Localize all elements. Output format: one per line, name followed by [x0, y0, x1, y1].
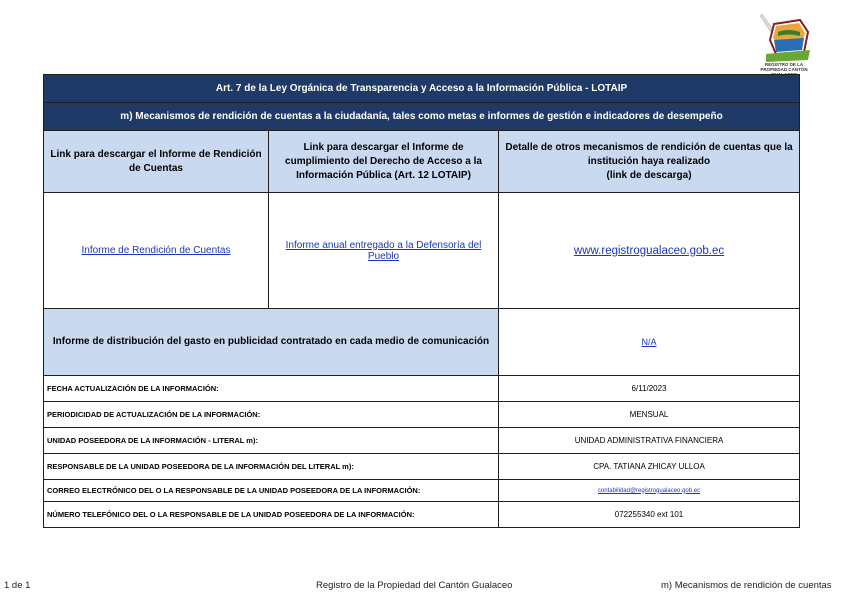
- header-otros-text: Detalle de otros mecanismos de rendición de cuentas que la institución haya realizado: [505, 141, 793, 167]
- meta-key-correo: CORREO ELECTRÓNICO DEL O LA RESPONSABLE DE LA UNIDAD POSEEDORA DE LA INFORMACIÓN:: [44, 480, 499, 502]
- meta-value-fecha: 6/11/2023: [499, 376, 800, 402]
- publicity-na-link[interactable]: N/A: [641, 336, 657, 347]
- meta-key-unidad: UNIDAD POSEEDORA DE LA INFORMACIÓN - LITERAL m):: [44, 428, 499, 454]
- table-title: Art. 7 de la Ley Orgánica de Transparencia y Acceso a la Información Pública - LOTAIP: [44, 75, 800, 103]
- publicity-label: Informe de distribución del gasto en publicidad contratado en cada medio de comunicación: [44, 309, 499, 376]
- link-cell-defensoria: [269, 193, 499, 309]
- meta-key-fecha: FECHA ACTUALIZACIÓN DE LA INFORMACIÓN:: [44, 376, 499, 402]
- rendicion-link[interactable]: Informe de Rendición de Cuentas: [81, 245, 231, 256]
- footer-page: 1 de 1: [4, 580, 31, 591]
- meta-key-periodicidad: PERIODICIDAD DE ACTUALIZACIÓN DE LA INFORMACIÓN:: [44, 402, 499, 428]
- meta-key-telefono: NÚMERO TELEFÓNICO DEL O LA RESPONSABLE DE LA UNIDAD POSEEDORA DE LA INFORMACIÓN:: [44, 502, 499, 528]
- publicity-value-cell: [499, 309, 800, 376]
- header-cell-otros: [499, 131, 800, 193]
- website-link[interactable]: www.registrogualaceo.gob.ec: [573, 244, 725, 257]
- meta-value-unidad: UNIDAD ADMINISTRATIVA FINANCIERA: [499, 428, 800, 454]
- meta-value-periodicidad: MENSUAL: [499, 402, 800, 428]
- transparency-table: [43, 74, 800, 528]
- header-otros-note: (link de descarga): [606, 169, 692, 181]
- logo-caption: REGISTRO DE LA PROPIEDAD CANTÓN: [760, 62, 808, 72]
- header-cell-rendicion: Link para descargar el Informe de Rendición de Cuentas: [44, 131, 269, 193]
- email-link[interactable]: contabilidad@registrogualaceo.gob.ec: [597, 487, 701, 494]
- meta-value-telefono: 072255340 ext 101: [499, 502, 800, 528]
- footer-section: m) Mecanismos de rendición de cuentas: [661, 580, 832, 591]
- defensoria-link[interactable]: Informe anual entregado a la Defensoría del Pueblo: [285, 239, 482, 262]
- table-subtitle: m) Mecanismos de rendición de cuentas a la ciudadanía, tales como metas e informes de gestión e indicadores de desempeño: [44, 103, 800, 131]
- meta-key-responsable: RESPONSABLE DE LA UNIDAD POSEEDORA DE LA INFORMACIÓN DEL LITERAL m):: [44, 454, 499, 480]
- footer-institution: Registro de la Propiedad del Cantón Gualaceo: [316, 580, 513, 591]
- link-cell-website: [499, 193, 800, 309]
- meta-value-responsable: CPA. TATIANA ZHICAY ULLOA: [499, 454, 800, 480]
- link-cell-rendicion: [44, 193, 269, 309]
- meta-value-correo-cell: [499, 480, 800, 502]
- header-cell-acceso: Link para descargar el Informe de cumplimiento del Derecho de Acceso a la Información Pública (Art. 12 LOTAIP): [269, 131, 499, 193]
